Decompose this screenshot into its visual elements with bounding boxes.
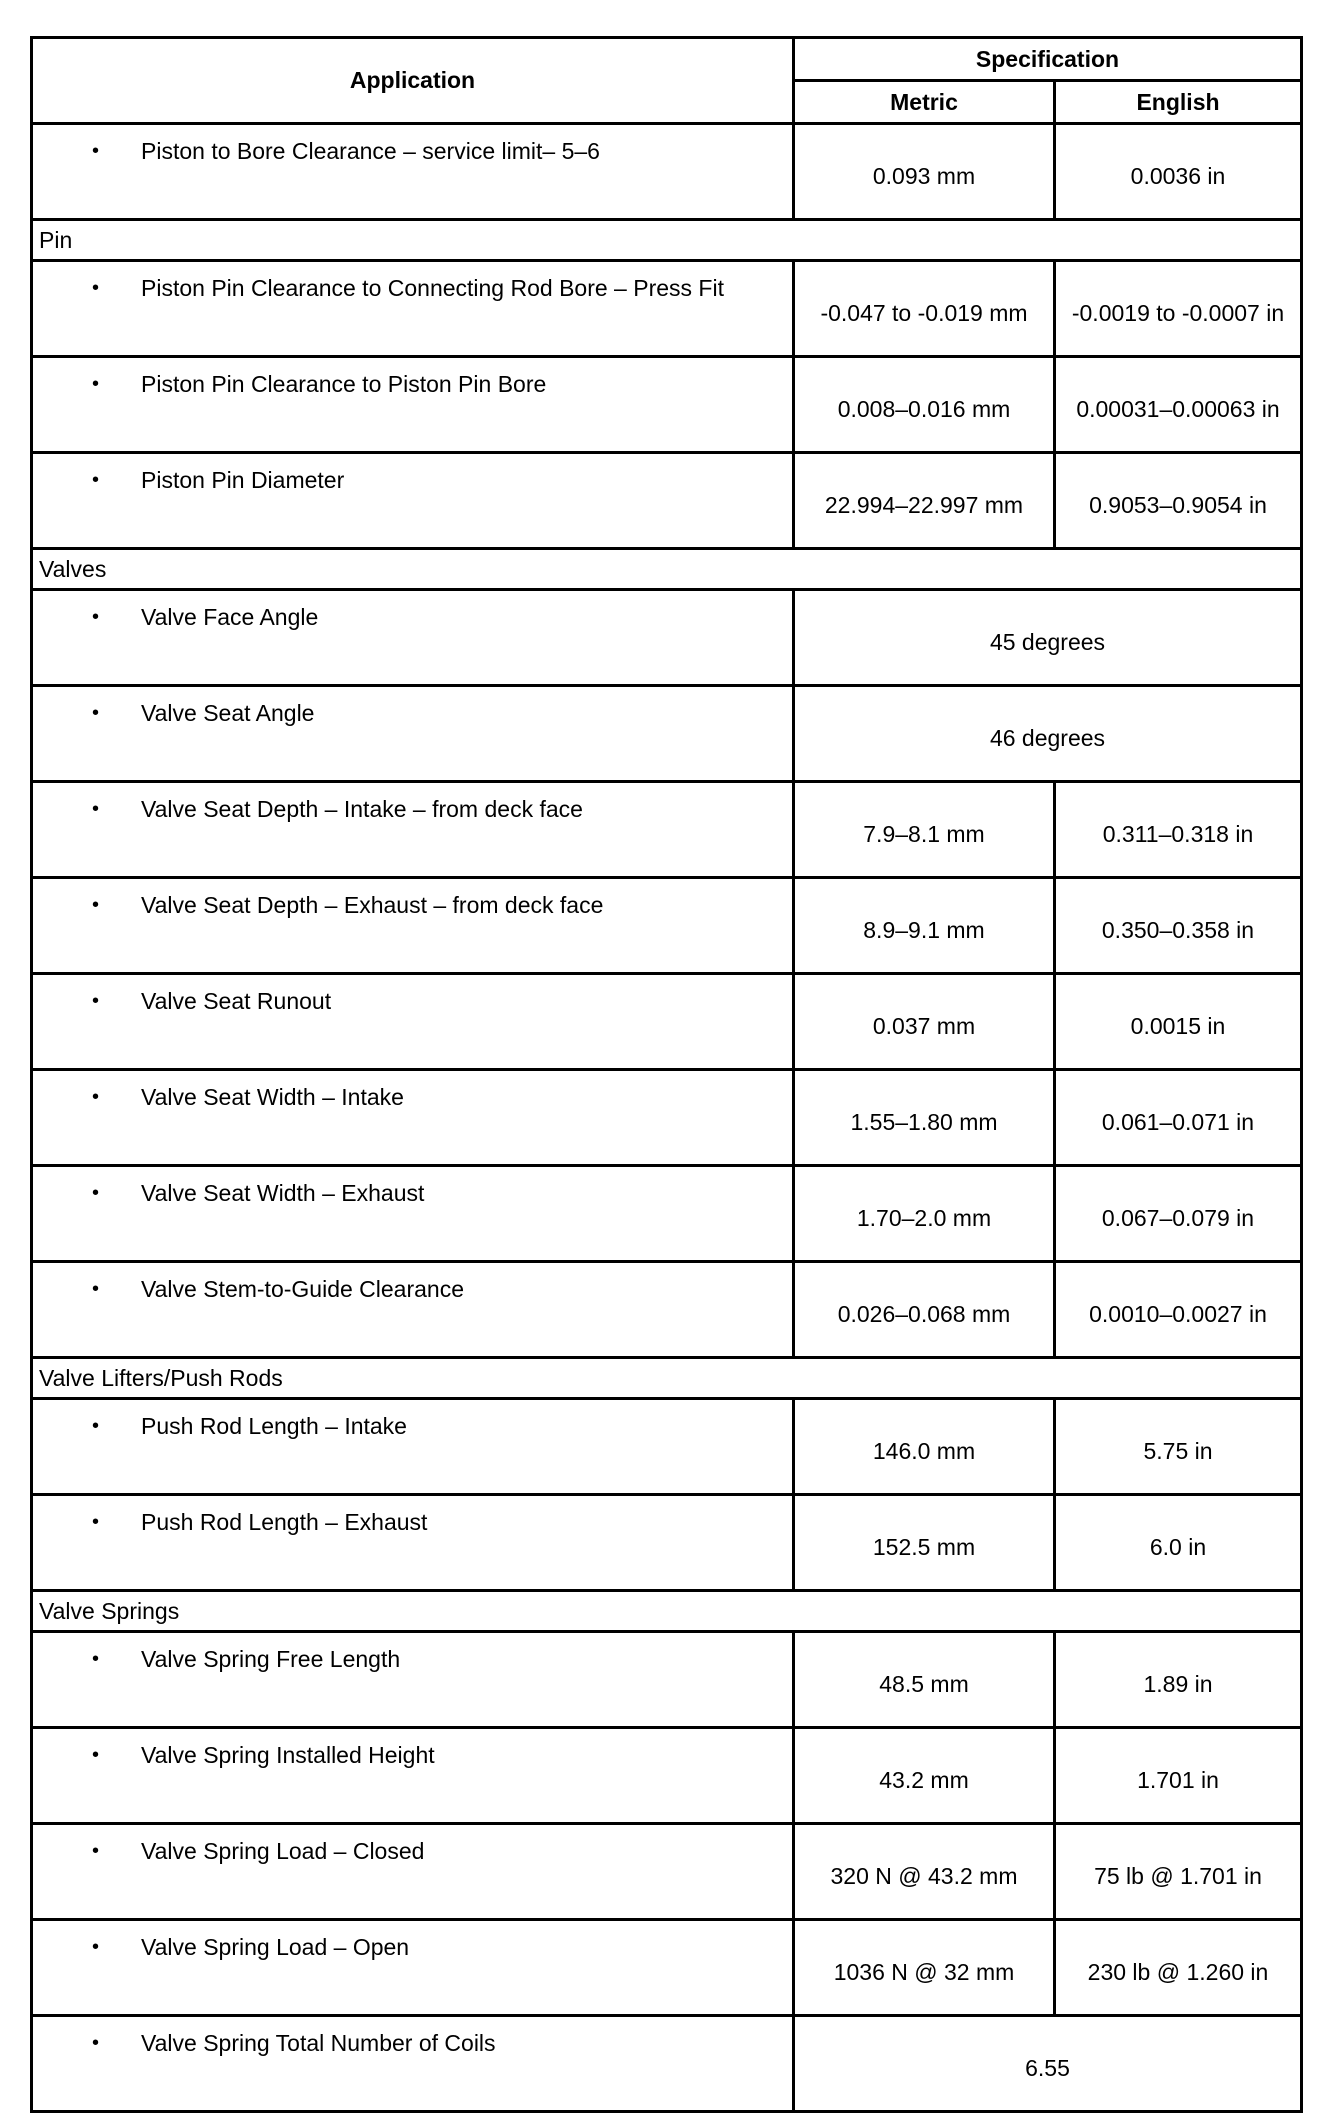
bullet-icon: •	[91, 1415, 99, 1437]
bullet-icon: •	[91, 1744, 99, 1766]
application-cell	[32, 686, 794, 782]
metric-value: 152.5 mm	[794, 1495, 1055, 1591]
metric-value: 0.026–0.068 mm	[794, 1262, 1055, 1358]
bullet-icon: •	[91, 894, 99, 916]
table-row	[32, 974, 1302, 1070]
section-row	[32, 1358, 1302, 1399]
combined-value: 46 degrees	[794, 686, 1302, 782]
application-cell	[32, 1728, 794, 1824]
bullet-icon: •	[91, 1086, 99, 1108]
bullet-icon: •	[91, 990, 99, 1012]
english-value: 0.0015 in	[1055, 974, 1302, 1070]
metric-value: 8.9–9.1 mm	[794, 878, 1055, 974]
header-specification: Specification	[794, 38, 1302, 81]
header-english: English	[1055, 81, 1302, 124]
application-cell	[32, 1070, 794, 1166]
section-row	[32, 220, 1302, 261]
table-row	[32, 1399, 1302, 1495]
application-label: Valve Face Angle	[141, 604, 319, 630]
table-row	[32, 124, 1302, 220]
header-application: Application	[32, 38, 794, 124]
english-value: 6.0 in	[1055, 1495, 1302, 1591]
application-label: Push Rod Length – Exhaust	[141, 1509, 428, 1535]
bullet-icon: •	[91, 702, 99, 724]
application-label: Valve Stem-to-Guide Clearance	[141, 1276, 464, 1302]
english-value: 1.701 in	[1055, 1728, 1302, 1824]
application-cell	[32, 1632, 794, 1728]
application-cell	[32, 1399, 794, 1495]
bullet-icon: •	[91, 1278, 99, 1300]
english-value: 0.9053–0.9054 in	[1055, 453, 1302, 549]
application-label: Piston Pin Clearance to Piston Pin Bore	[141, 371, 547, 397]
application-cell	[32, 357, 794, 453]
application-cell	[32, 974, 794, 1070]
english-value: 0.00031–0.00063 in	[1055, 357, 1302, 453]
english-value: 0.350–0.358 in	[1055, 878, 1302, 974]
english-value: 75 lb @ 1.701 in	[1055, 1824, 1302, 1920]
application-cell	[32, 590, 794, 686]
section-label: Pin	[32, 220, 1302, 261]
english-value: 0.061–0.071 in	[1055, 1070, 1302, 1166]
table-row	[32, 1824, 1302, 1920]
application-cell	[32, 124, 794, 220]
bullet-icon: •	[91, 1511, 99, 1533]
bullet-icon: •	[91, 140, 99, 162]
application-label: Valve Seat Depth – Exhaust – from deck face	[141, 892, 604, 918]
english-value: 1.89 in	[1055, 1632, 1302, 1728]
metric-value: 48.5 mm	[794, 1632, 1055, 1728]
table-row	[32, 2016, 1302, 2112]
metric-value: 0.093 mm	[794, 124, 1055, 220]
table-row	[32, 590, 1302, 686]
specification-table	[30, 36, 1303, 2113]
application-label: Valve Spring Total Number of Coils	[141, 2030, 496, 2056]
table-row	[32, 1632, 1302, 1728]
metric-value: 43.2 mm	[794, 1728, 1055, 1824]
header-metric: Metric	[794, 81, 1055, 124]
application-cell	[32, 1920, 794, 2016]
bullet-icon: •	[91, 373, 99, 395]
metric-value: 146.0 mm	[794, 1399, 1055, 1495]
metric-value: 1.70–2.0 mm	[794, 1166, 1055, 1262]
english-value: 0.0036 in	[1055, 124, 1302, 220]
application-cell	[32, 2016, 794, 2112]
table-row	[32, 357, 1302, 453]
combined-value: 45 degrees	[794, 590, 1302, 686]
english-value: 0.311–0.318 in	[1055, 782, 1302, 878]
application-label: Push Rod Length – Intake	[141, 1413, 407, 1439]
application-label: Valve Spring Installed Height	[141, 1742, 435, 1768]
bullet-icon: •	[91, 798, 99, 820]
table-row	[32, 1728, 1302, 1824]
english-value: -0.0019 to -0.0007 in	[1055, 261, 1302, 357]
bullet-icon: •	[91, 1648, 99, 1670]
application-label: Piston to Bore Clearance – service limit– 5–6	[141, 138, 600, 164]
application-label: Piston Pin Clearance to Connecting Rod Bore – Press Fit	[141, 275, 724, 301]
section-label: Valves	[32, 549, 1302, 590]
bullet-icon: •	[91, 277, 99, 299]
metric-value: 1.55–1.80 mm	[794, 1070, 1055, 1166]
bullet-icon: •	[91, 2032, 99, 2054]
section-row	[32, 549, 1302, 590]
metric-value: 0.037 mm	[794, 974, 1055, 1070]
application-label: Valve Seat Runout	[141, 988, 332, 1014]
bullet-icon: •	[91, 1182, 99, 1204]
table-row	[32, 453, 1302, 549]
application-cell	[32, 1262, 794, 1358]
metric-value: 7.9–8.1 mm	[794, 782, 1055, 878]
english-value: 230 lb @ 1.260 in	[1055, 1920, 1302, 2016]
table-row	[32, 1070, 1302, 1166]
application-label: Valve Seat Width – Intake	[141, 1084, 404, 1110]
application-cell	[32, 1824, 794, 1920]
table-row	[32, 1166, 1302, 1262]
section-label: Valve Springs	[32, 1591, 1302, 1632]
application-cell	[32, 261, 794, 357]
application-label: Piston Pin Diameter	[141, 467, 345, 493]
application-label: Valve Seat Depth – Intake – from deck face	[141, 796, 583, 822]
metric-value: 320 N @ 43.2 mm	[794, 1824, 1055, 1920]
english-value: 0.067–0.079 in	[1055, 1166, 1302, 1262]
bullet-icon: •	[91, 606, 99, 628]
bullet-icon: •	[91, 1936, 99, 1958]
table-row	[32, 782, 1302, 878]
table-row	[32, 878, 1302, 974]
metric-value: 0.008–0.016 mm	[794, 357, 1055, 453]
metric-value: 22.994–22.997 mm	[794, 453, 1055, 549]
bullet-icon: •	[91, 1840, 99, 1862]
english-value: 5.75 in	[1055, 1399, 1302, 1495]
table-body	[32, 124, 1302, 2112]
application-cell	[32, 782, 794, 878]
application-label: Valve Seat Width – Exhaust	[141, 1180, 425, 1206]
application-cell	[32, 1166, 794, 1262]
application-cell	[32, 453, 794, 549]
application-label: Valve Spring Load – Closed	[141, 1838, 425, 1864]
english-value: 0.0010–0.0027 in	[1055, 1262, 1302, 1358]
table-row	[32, 1495, 1302, 1591]
table-row	[32, 261, 1302, 357]
section-label: Valve Lifters/Push Rods	[32, 1358, 1302, 1399]
application-label: Valve Spring Free Length	[141, 1646, 401, 1672]
application-cell	[32, 1495, 794, 1591]
combined-value: 6.55	[794, 2016, 1302, 2112]
application-label: Valve Seat Angle	[141, 700, 315, 726]
application-cell	[32, 878, 794, 974]
bullet-icon: •	[91, 469, 99, 491]
metric-value: -0.047 to -0.019 mm	[794, 261, 1055, 357]
section-row	[32, 1591, 1302, 1632]
metric-value: 1036 N @ 32 mm	[794, 1920, 1055, 2016]
table-row	[32, 1920, 1302, 2016]
application-label: Valve Spring Load – Open	[141, 1934, 410, 1960]
table-row	[32, 686, 1302, 782]
table-row	[32, 1262, 1302, 1358]
